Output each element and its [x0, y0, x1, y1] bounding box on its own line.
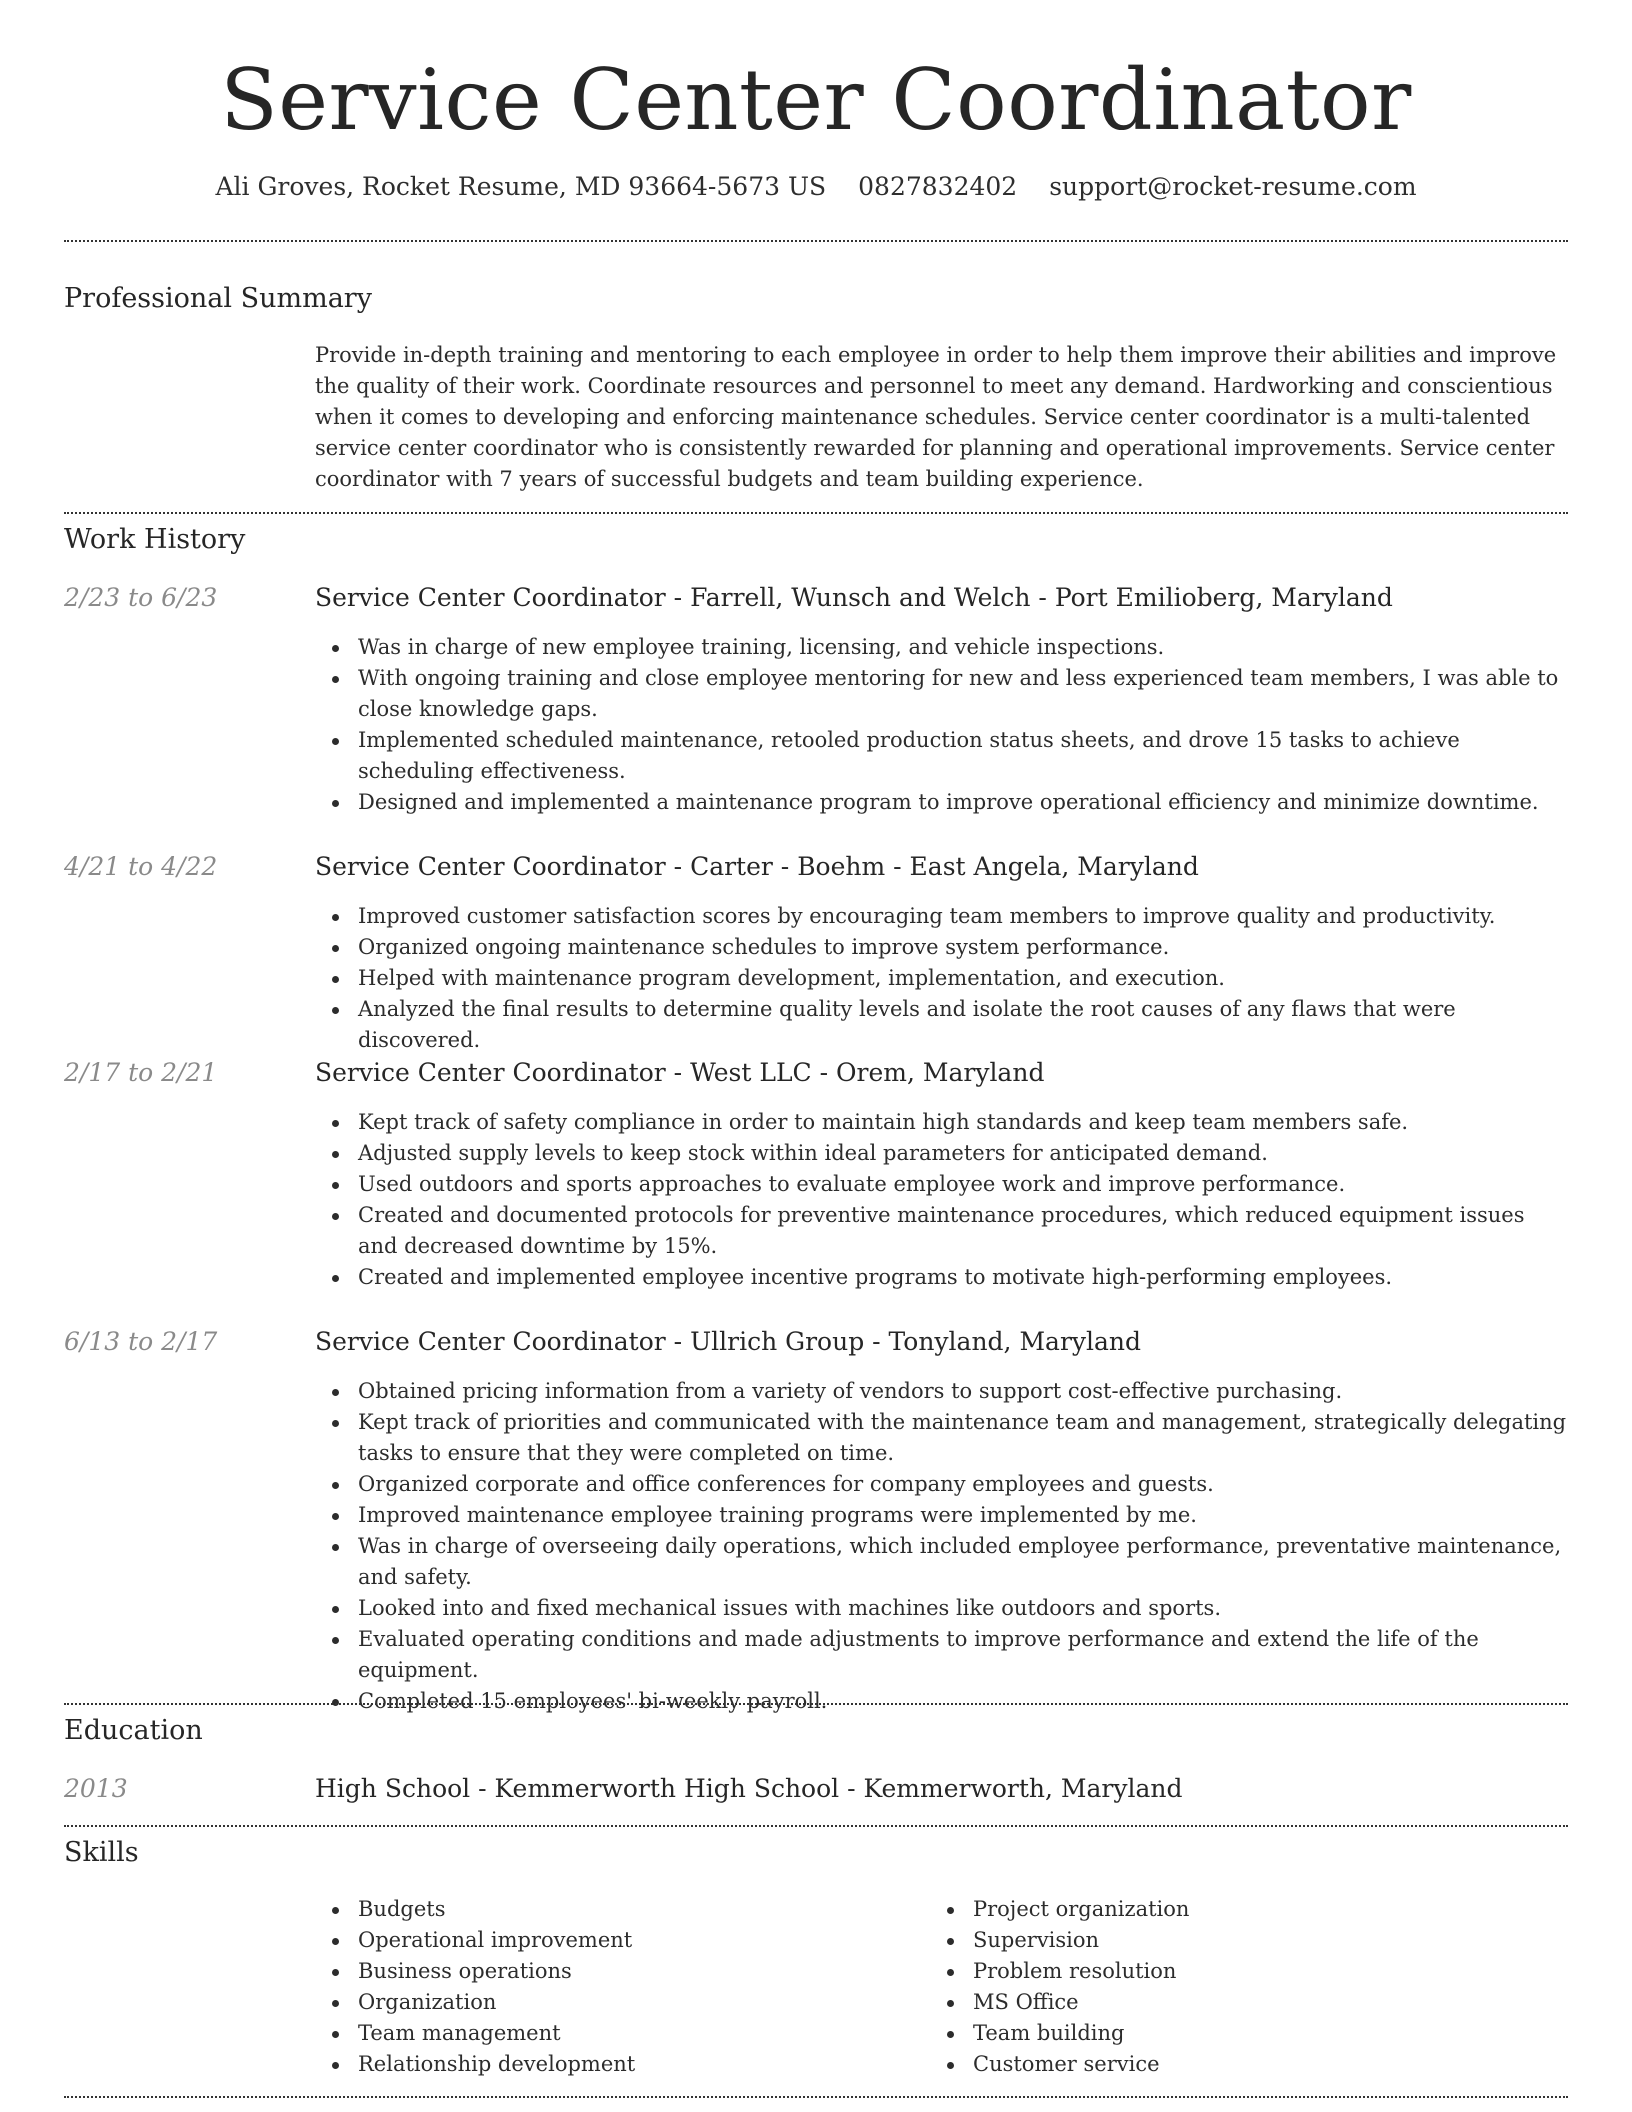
divider [64, 240, 1568, 242]
work-history-heading: Work History [64, 524, 246, 555]
contact-phone: 0827832402 [858, 172, 1018, 201]
job-title: Service Center Coordinator - West LLC - Orem, Maryland [315, 1058, 1045, 1087]
skills-list-right [930, 1894, 1567, 2080]
contact-address: Ali Groves, Rocket Resume, MD 93664-5673 US [215, 172, 827, 201]
divider [64, 1703, 1568, 1705]
job-dates: 2/17 to 2/21 [64, 1058, 218, 1087]
list-item: Organized ongoing maintenance schedules to improve system performance. [315, 932, 1567, 963]
skill-item: Supervision [930, 1925, 1567, 1956]
education-heading: Education [64, 1715, 203, 1746]
job-bullets [315, 1376, 1567, 1717]
list-item: Analyzed the final results to determine quality levels and isolate the root causes of any flaws that were discovered. [315, 994, 1567, 1056]
list-item: Designed and implemented a maintenance program to improve operational efficiency and minimize downtime. [315, 787, 1567, 818]
list-item: With ongoing training and close employee mentoring for new and less experienced team members, I was able to close knowledge gaps. [315, 663, 1567, 725]
list-item: Adjusted supply levels to keep stock within ideal parameters for anticipated demand. [315, 1138, 1567, 1169]
job-dates: 4/21 to 4/22 [64, 852, 218, 881]
skill-item: MS Office [930, 1987, 1567, 2018]
skill-item: Budgets [315, 1894, 915, 1925]
list-item: Kept track of priorities and communicated with the maintenance team and management, strategically delegating tasks to ensure that they were completed on time. [315, 1407, 1567, 1469]
divider [64, 1825, 1568, 1827]
education-title: High School - Kemmerworth High School - Kemmerworth, Maryland [315, 1774, 1183, 1803]
list-item: Completed 15 employees' bi-weekly payroll. [315, 1686, 1567, 1717]
skill-item: Customer service [930, 2049, 1567, 2080]
divider [64, 2096, 1568, 2098]
summary-text: Provide in-depth training and mentoring to each employee in order to help them improve their abilities and improve the quality of their work. Coordinate resources and personnel to meet any demand. Hardworking and conscientious when it comes to developing and enforcing maintenance schedules. Service center coordinator is a multi-talented service center coordinator who is consistently rewarded for planning and operational improvements. Service center coordinator with 7 years of successful budgets and team building experience. [315, 343, 1557, 491]
list-item: Obtained pricing information from a variety of vendors to support cost-effective purchasing. [315, 1376, 1567, 1407]
list-item: Improved customer satisfaction scores by encouraging team members to improve quality and productivity. [315, 901, 1567, 932]
list-item: Used outdoors and sports approaches to evaluate employee work and improve performance. [315, 1169, 1567, 1200]
job-title: Service Center Coordinator - Ullrich Group - Tonyland, Maryland [315, 1327, 1142, 1356]
skill-item: Operational improvement [315, 1925, 915, 1956]
list-item: Kept track of safety compliance in order to maintain high standards and keep team members safe. [315, 1107, 1567, 1138]
contact-email: support@rocket-resume.com [1049, 172, 1417, 201]
divider [64, 512, 1568, 514]
skill-item: Organization [315, 1987, 915, 2018]
job-bullets [315, 1107, 1567, 1293]
skill-item: Problem resolution [930, 1956, 1567, 1987]
list-item: Was in charge of new employee training, licensing, and vehicle inspections. [315, 632, 1567, 663]
job-bullets [315, 901, 1567, 1056]
job-bullets [315, 632, 1567, 818]
list-item: Created and implemented employee incentive programs to motivate high-performing employees. [315, 1262, 1567, 1293]
summary-heading: Professional Summary [64, 283, 372, 314]
education-year: 2013 [64, 1774, 128, 1803]
job-dates: 6/13 to 2/17 [64, 1327, 218, 1356]
skill-item: Project organization [930, 1894, 1567, 1925]
job-title: Service Center Coordinator - Farrell, Wunsch and Welch - Port Emilioberg, Maryland [315, 583, 1393, 612]
skills-heading: Skills [64, 1837, 139, 1868]
list-item: Improved maintenance employee training programs were implemented by me. [315, 1500, 1567, 1531]
contact-line [0, 172, 1632, 202]
list-item: Evaluated operating conditions and made adjustments to improve performance and extend the life of the equipment. [315, 1624, 1567, 1686]
skill-item: Team building [930, 2018, 1567, 2049]
job-title: Service Center Coordinator - Carter - Boehm - East Angela, Maryland [315, 852, 1199, 881]
skill-item: Business operations [315, 1956, 915, 1987]
skills-list-left [315, 1894, 915, 2080]
list-item: Was in charge of overseeing daily operations, which included employee performance, preventative maintenance, and safety. [315, 1531, 1567, 1593]
list-item: Created and documented protocols for preventive maintenance procedures, which reduced equipment issues and decreased downtime by 15%. [315, 1200, 1567, 1262]
list-item: Helped with maintenance program development, implementation, and execution. [315, 963, 1567, 994]
job-dates: 2/23 to 6/23 [64, 583, 218, 612]
list-item: Implemented scheduled maintenance, retooled production status sheets, and drove 15 tasks to achieve scheduling effectiveness. [315, 725, 1567, 787]
list-item: Organized corporate and office conferences for company employees and guests. [315, 1469, 1567, 1500]
skill-item: Team management [315, 2018, 915, 2049]
resume-name: Service Center Coordinator [220, 51, 1412, 149]
list-item: Looked into and fixed mechanical issues with machines like outdoors and sports. [315, 1593, 1567, 1624]
skill-item: Relationship development [315, 2049, 915, 2080]
